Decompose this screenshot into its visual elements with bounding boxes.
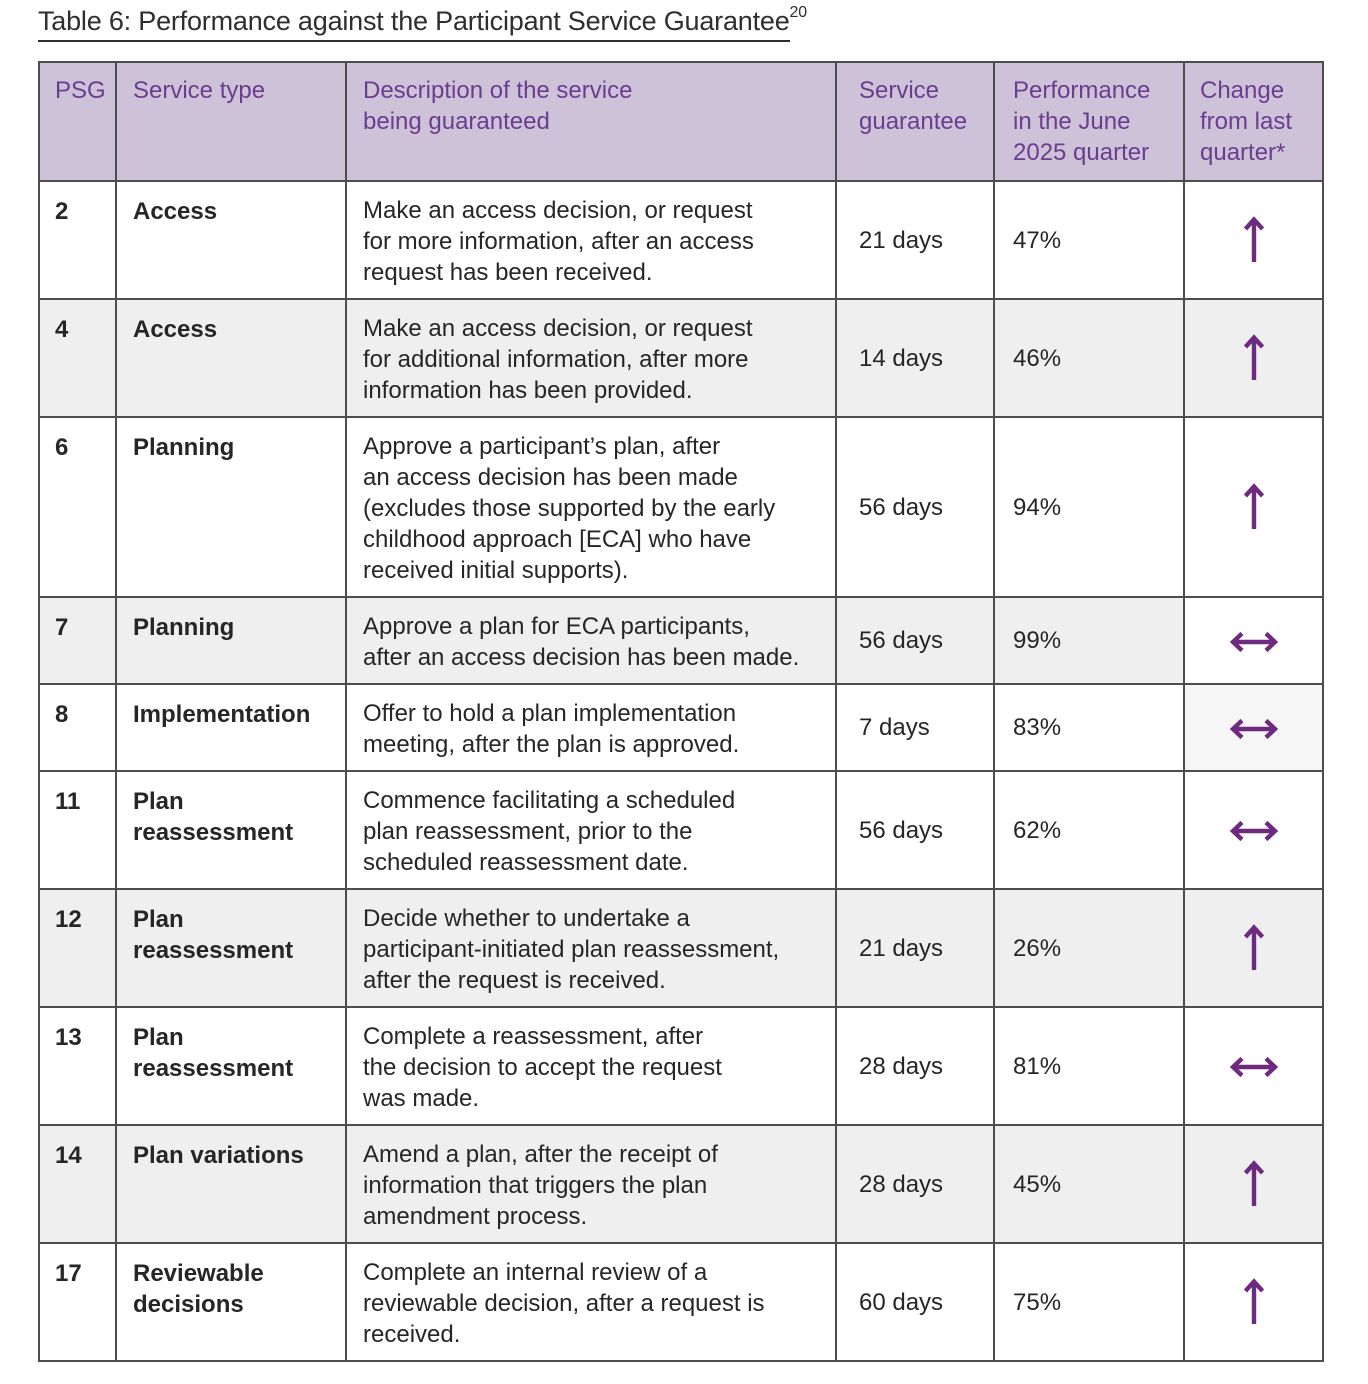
description-cell: Decide whether to undertake a participant-initiated plan reassessment, after the request is received.	[346, 889, 836, 1007]
service-type-cell: Planning	[116, 417, 346, 597]
table-body	[39, 181, 1323, 1361]
service-type-cell: Access	[116, 181, 346, 299]
description-cell: Make an access decision, or request for more information, after an access request has been received.	[346, 181, 836, 299]
change-cell	[1184, 299, 1323, 417]
left-right-arrow-icon	[1229, 820, 1279, 842]
performance-cell: 81%	[994, 1007, 1184, 1125]
up-arrow-icon	[1242, 215, 1266, 265]
guarantee-cell: 56 days	[836, 771, 994, 889]
up-arrow-icon	[1242, 1277, 1266, 1327]
guarantee-cell: 60 days	[836, 1243, 994, 1361]
header-change: Change from last quarter*	[1184, 62, 1323, 181]
psg-cell: 13	[39, 1007, 116, 1125]
left-right-arrow-icon	[1229, 718, 1279, 740]
guarantee-cell: 21 days	[836, 181, 994, 299]
table-row	[39, 597, 1323, 684]
table-row	[39, 1007, 1323, 1125]
service-type-cell: Access	[116, 299, 346, 417]
psg-cell: 4	[39, 299, 116, 417]
service-type-cell: Plan variations	[116, 1125, 346, 1243]
header-service-guarantee: Service guarantee	[836, 62, 994, 181]
change-cell	[1184, 771, 1323, 889]
service-type-cell: Plan reassessment	[116, 889, 346, 1007]
left-right-arrow-icon	[1229, 631, 1279, 653]
description-cell: Make an access decision, or request for additional information, after more information has been provided.	[346, 299, 836, 417]
change-cell	[1184, 1007, 1323, 1125]
table-row	[39, 1125, 1323, 1243]
performance-cell: 75%	[994, 1243, 1184, 1361]
table-row	[39, 684, 1323, 771]
change-cell	[1184, 597, 1323, 684]
performance-cell: 99%	[994, 597, 1184, 684]
left-right-arrow-icon	[1229, 1056, 1279, 1078]
table-row	[39, 1243, 1323, 1361]
psg-cell: 17	[39, 1243, 116, 1361]
description-cell: Amend a plan, after the receipt of information that triggers the plan amendment process.	[346, 1125, 836, 1243]
up-arrow-icon	[1242, 333, 1266, 383]
change-cell	[1184, 1125, 1323, 1243]
performance-cell: 46%	[994, 299, 1184, 417]
header-service-type: Service type	[116, 62, 346, 181]
guarantee-cell: 28 days	[836, 1007, 994, 1125]
change-cell	[1184, 889, 1323, 1007]
change-cell	[1184, 1243, 1323, 1361]
service-type-cell: Implementation	[116, 684, 346, 771]
performance-cell: 45%	[994, 1125, 1184, 1243]
guarantee-cell: 21 days	[836, 889, 994, 1007]
service-type-cell: Plan reassessment	[116, 771, 346, 889]
up-arrow-icon	[1242, 923, 1266, 973]
psg-cell: 2	[39, 181, 116, 299]
up-arrow-icon	[1242, 482, 1266, 532]
performance-cell: 62%	[994, 771, 1184, 889]
guarantee-cell: 56 days	[836, 417, 994, 597]
performance-cell: 26%	[994, 889, 1184, 1007]
psg-cell: 8	[39, 684, 116, 771]
up-arrow-icon	[1242, 1159, 1266, 1209]
performance-cell: 83%	[994, 684, 1184, 771]
description-cell: Offer to hold a plan implementation meeting, after the plan is approved.	[346, 684, 836, 771]
service-type-cell: Reviewable decisions	[116, 1243, 346, 1361]
description-cell: Approve a participant’s plan, after an access decision has been made (excludes those supported by the early childhood approach [ECA] who have received initial supports).	[346, 417, 836, 597]
header-row	[39, 62, 1323, 181]
table-header	[39, 62, 1323, 181]
footnote-reference: 20	[789, 4, 807, 21]
header-description: Description of the service being guaranteed	[346, 62, 836, 181]
description-cell: Complete an internal review of a reviewable decision, after a request is received.	[346, 1243, 836, 1361]
header-psg: PSG	[39, 62, 116, 181]
page-title-text: Table 6: Performance against the Participant Service Guarantee	[38, 6, 790, 42]
description-cell: Commence facilitating a scheduled plan reassessment, prior to the scheduled reassessment date.	[346, 771, 836, 889]
performance-cell: 94%	[994, 417, 1184, 597]
guarantee-cell: 7 days	[836, 684, 994, 771]
psg-cell: 14	[39, 1125, 116, 1243]
psg-cell: 12	[39, 889, 116, 1007]
table-row	[39, 889, 1323, 1007]
performance-cell: 47%	[994, 181, 1184, 299]
guarantee-cell: 28 days	[836, 1125, 994, 1243]
service-type-cell: Planning	[116, 597, 346, 684]
service-type-cell: Plan reassessment	[116, 1007, 346, 1125]
psg-cell: 6	[39, 417, 116, 597]
psg-cell: 11	[39, 771, 116, 889]
psg-performance-table	[38, 61, 1324, 1362]
change-cell	[1184, 181, 1323, 299]
table-row	[39, 299, 1323, 417]
change-cell	[1184, 684, 1323, 771]
table-row	[39, 771, 1323, 889]
change-cell	[1184, 417, 1323, 597]
guarantee-cell: 14 days	[836, 299, 994, 417]
guarantee-cell: 56 days	[836, 597, 994, 684]
psg-cell: 7	[39, 597, 116, 684]
page-title	[38, 6, 1368, 37]
header-performance: Performance in the June 2025 quarter	[994, 62, 1184, 181]
table-row	[39, 181, 1323, 299]
description-cell: Approve a plan for ECA participants, after an access decision has been made.	[346, 597, 836, 684]
description-cell: Complete a reassessment, after the decision to accept the request was made.	[346, 1007, 836, 1125]
table-row	[39, 417, 1323, 597]
